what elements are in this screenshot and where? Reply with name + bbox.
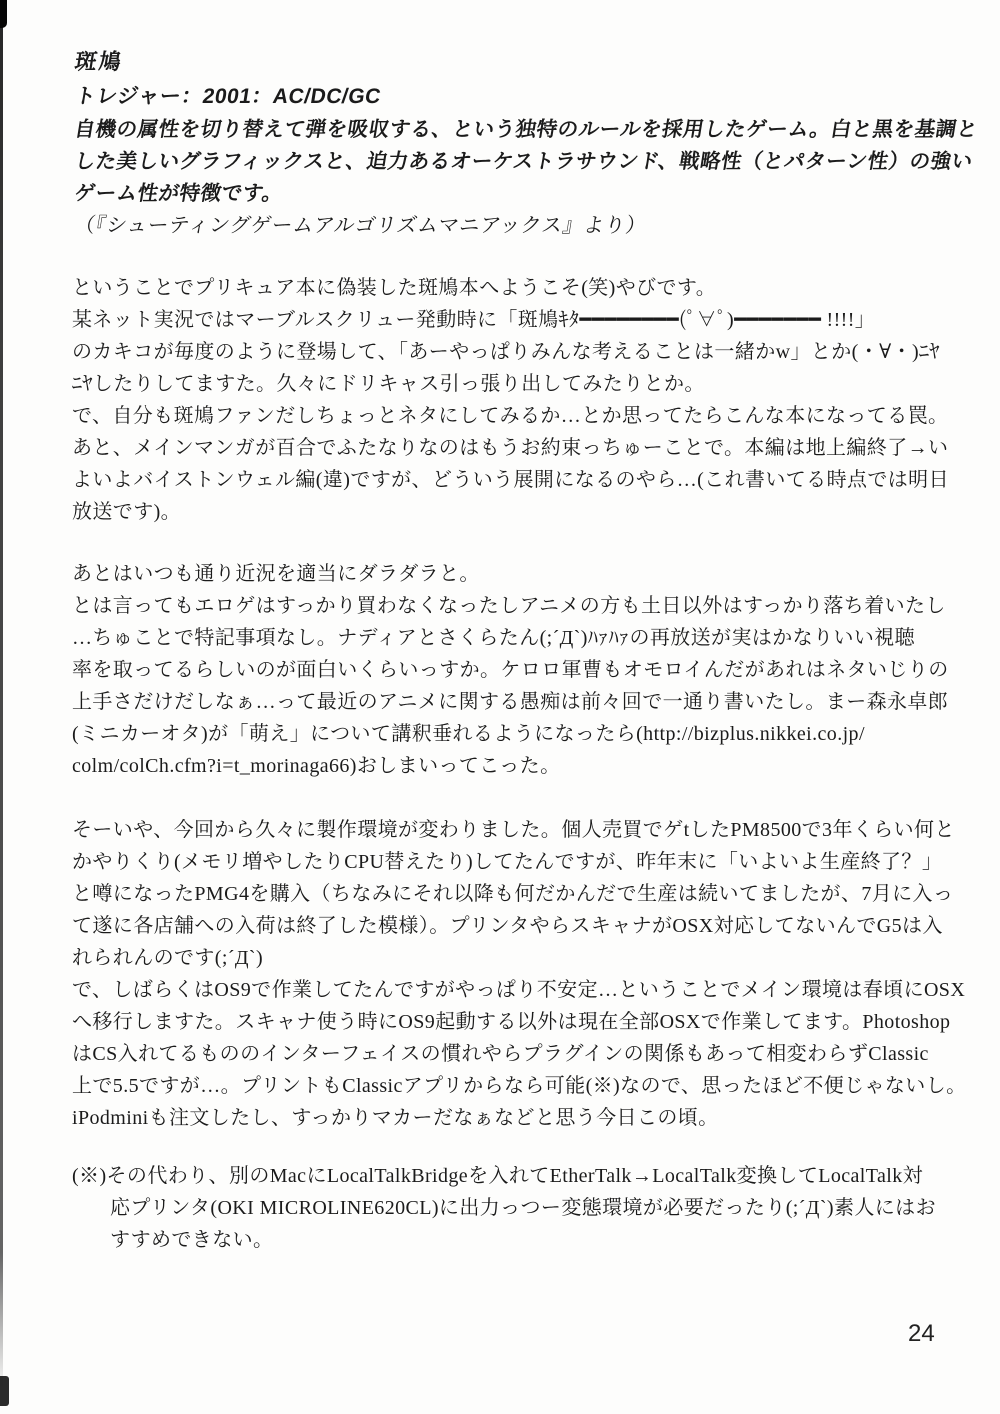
text-line: …ちゅことで特記事項なし。ナディアとさくらたん(;´Д`)ﾊｧﾊｧの再放送が実はかなりいい視聴 (72, 627, 916, 649)
game-info-header (72, 44, 980, 242)
text-line: ﾆﾔしたりしてますた。久々にドリキャス引っ張り出してみたりとか。 (72, 373, 705, 395)
footnote-line: (※)その代わり、別のMacにLocalTalkBridgeを入れてEtherTalk→LocalTalk変換してLocalTalk対 (72, 1165, 923, 1187)
game-description-text: した美しいグラフィックスと、迫力あるオーケストラサウンド、戦略性（とパターン性）の強い (72, 150, 975, 173)
text-line: iPodminiも注文したし、すっかりマカーだなぁなどと思う今日この頃。 (72, 1107, 719, 1129)
text-line: よいよバイストンウェル編(違)ですが、どういう展開になるのやら…(これ書いてる時点では明日 (72, 469, 949, 491)
text-line: ということでプリキュア本に偽装した斑鳩本へようこそ(笑)やびです。 (72, 277, 717, 299)
body-paragraph (72, 814, 967, 1134)
game-description-line (72, 146, 975, 178)
text-line: はCS入れてるもののインターフェイスの慣れやらプラグインの関係もあって相変わらずClassic (72, 1043, 929, 1065)
game-title (72, 44, 962, 80)
game-description-text: 自機の属性を切り替えて弾を吸収する、という独特のルールを採用したゲーム。白と黒を基調と (72, 118, 980, 141)
text-line: そーいや、今回から久々に製作環境が変わりました。個人売買でゲtしたPM8500で3年くらい何と (72, 819, 955, 841)
game-credit-text: トレジャー：2001：AC/DC/GC (72, 85, 383, 108)
scan-smudge-artifact (0, 1376, 9, 1406)
text-line: と噂になったPMG4を購入（ちなみにそれ以降も何だかんだで生産は続いてましたが、7月に入っ (72, 883, 954, 905)
scan-corner-artifact (0, 0, 7, 28)
text-line: て遂に各店舗への入荷は終了した模様）。プリンタやらスキャナがOSX対応してないんでG5は入 (72, 915, 943, 937)
game-credit (72, 80, 962, 114)
text-line: れられんのです(;´Д`) (72, 947, 264, 969)
text-line: 率を取ってるらしいのが面白いくらいっすか。ケロロ軍曹もオモロイんだがあれはネタいじりの (72, 659, 949, 681)
text-line: あとはいつも通り近況を適当にダラダラと。 (72, 563, 480, 585)
text-line: colm/colCh.cfm?i=t_morinaga66)おしまいってこった。 (72, 755, 561, 777)
text-line: で、自分も斑鳩ファンだしちょっとネタにしてみるか…とか思ってたらこんな本になってる罠。 (72, 405, 949, 427)
quote-source-text: （『シューティングゲームアルゴリズムマニアックス』より） (72, 214, 649, 237)
footnote-line: すすめできない。 (110, 1229, 274, 1251)
game-description-line (72, 114, 980, 146)
text-line: へ移行しますた。スキャナ使う時にOS9起動する以外は現在全部OSXで作業してます。Photoshop (72, 1011, 951, 1033)
text-line: (ミニカーオタ)が「萌え」について講釈垂れるようになったら(http://bizplus.nikkei.co.jp/ (72, 723, 865, 745)
quote-source-line (72, 210, 962, 242)
text-line: 某ネット実況ではマーブルスクリュー発動時に「斑鳩ｷﾀ━━━━━━━━(ﾟ∀ﾟ)━━━━━━━ !!!!」 (72, 309, 876, 331)
body-paragraph (72, 558, 962, 782)
text-line: 上で5.5ですが…。プリントもClassicアプリからなら可能(※)なので、思ったほど不便じゃないし。 (72, 1075, 967, 1097)
text-line: のカキコが毎度のように登場して、「あーやっぱりみんな考えることは一緒かw」とか(・∀・)ﾆﾔ (72, 341, 940, 363)
text-line: 上手さだけだしなぁ…って最近のアニメに関する愚痴は前々回で一通り書いたし。まー森永卓郎 (72, 691, 949, 713)
game-description-text: ゲーム性が特徴です。 (72, 182, 285, 205)
footnote-paragraph (72, 1160, 962, 1256)
text-line: かやりくり(メモリ増やしたりCPU替えたり)してたんですが、昨年末に「いよいよ生産終了？」 (72, 851, 943, 873)
game-title-text: 斑鳩 (72, 49, 125, 74)
text-line: 放送です)。 (72, 501, 182, 523)
text-line: で、しばらくはOS9で作業してたんですがやっぱり不安定…ということでメイン環境は春頃にOSX (72, 979, 966, 1001)
text-line: あと、メインマンガが百合でふたなりなのはもうお約束っちゅーことで。本編は地上編終了→い (72, 437, 949, 459)
page-number: 24 (908, 1320, 935, 1347)
body-paragraph (72, 272, 962, 528)
scan-edge-artifact (0, 0, 3, 1392)
page-content (72, 44, 980, 1256)
text-line: とは言ってもエロゲはすっかり買わなくなったしアニメの方も土日以外はすっかり落ち着いたし (72, 595, 946, 617)
footnote-line: 応プリンタ(OKI MICROLINE620CL)に出力っつー変態環境が必要だったり(;´Д`)素人にはお (110, 1197, 936, 1219)
game-description-line (72, 178, 962, 210)
